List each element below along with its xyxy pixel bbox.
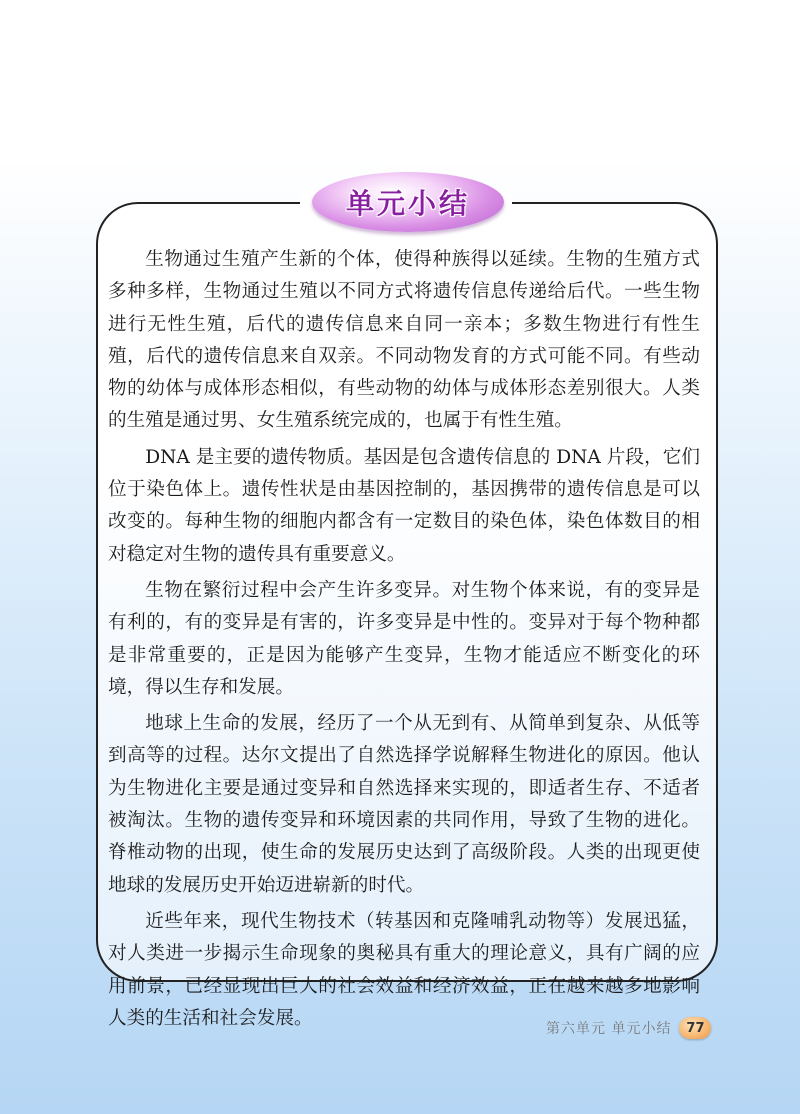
footer-section-label: 第六单元 单元小结: [546, 1021, 672, 1037]
page-footer: [546, 1017, 711, 1039]
paragraph-biotechnology: 近些年来，现代生物技术（转基因和克隆哺乳动物等）发展迅猛，对人类进一步揭示生命现象的奥秘具有重大的理论意义，具有广阔的应用前景，已经显现出巨大的社会效益和经济效益，正在越来越多地影响人类的生活和社会发展。: [108, 910, 700, 1029]
section-title: 单元小结: [345, 187, 470, 220]
paragraph-reproduction: 生物通过生殖产生新的个体，使得种族得以延续。生物的生殖方式多种多样，生物通过生殖以不同方式将遗传信息传递给后代。一些生物进行无性生殖，后代的遗传信息来自同一亲本；多数生物进行有性生殖，后代的遗传信息来自双亲。不同动物发育的方式可能不同。有些动物的幼体与成体形态相似，有些动物的幼体与成体形态差别很大。人类的生殖是通过男、女生殖系统完成的，也属于有性生殖。: [108, 249, 700, 432]
section-title-badge: [312, 172, 504, 232]
page-number: 77: [679, 1017, 711, 1039]
paragraph-evolution: 地球上生命的发展，经历了一个从无到有、从简单到复杂、从低等到高等的过程。达尔文提出了自然选择学说解释生物进化的原因。他认为生物进化主要是通过变异和自然选择来实现的，即适者生存、不适者被淘汰。生物的遗传变异和环境因素的共同作用，导致了生物的进化。脊椎动物的出现，使生命的发展历史达到了高级阶段。人类的出现更使地球的发展历史开始迈进崭新的时代。: [108, 713, 700, 896]
summary-content: [108, 244, 700, 1039]
paragraph-genetics: DNA 是主要的遗传物质。基因是包含遗传信息的 DNA 片段，它们位于染色体上。遗传性状是由基因控制的，基因携带的遗传信息是可以改变的。每种生物的细胞内都含有一定数目的染色体，染色体数目的相对稳定对生物的遗传具有重要意义。: [108, 446, 700, 565]
paragraph-variation: 生物在繁衍过程中会产生许多变异。对生物个体来说，有的变异是有利的，有的变异是有害的，许多变异是中性的。变异对于每个物种都是非常重要的，正是因为能够产生变异，生物才能适应不断变化的环境，得以生存和发展。: [108, 579, 700, 698]
